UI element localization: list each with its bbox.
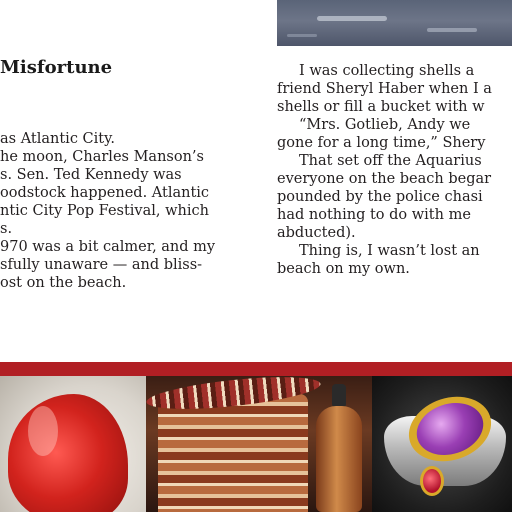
text-line: ntic City Pop Festival, which <box>0 203 209 219</box>
vase-shape <box>8 394 128 512</box>
text-line: gone for a long time,” Shery <box>277 135 486 151</box>
left-text-column <box>0 130 258 292</box>
text-line: he moon, Charles Manson’s <box>0 149 204 165</box>
grinder-knob <box>332 384 346 408</box>
text-line: “Mrs. Gotlieb, Andy we <box>299 117 471 133</box>
vase-highlight <box>28 406 58 456</box>
text-line: friend Sheryl Haber when I a <box>277 81 492 97</box>
red-vase-photo <box>0 376 146 512</box>
amethyst-ring-photo <box>372 376 512 512</box>
turned-wood-bowl-photo <box>146 376 372 512</box>
text-line: pounded by the police chasi <box>277 189 483 205</box>
text-line: 970 was a bit calmer, and my <box>0 239 216 255</box>
text-line: sfully unaware — and bliss- <box>0 257 203 273</box>
text-line: That set off the Aquarius <box>299 153 482 169</box>
right-text-column <box>277 62 512 278</box>
text-line: beach on my own. <box>277 261 410 277</box>
text-line: ost on the beach. <box>0 275 127 291</box>
text-line: oodstock happened. Atlantic <box>0 185 210 201</box>
text-line: shells or fill a bucket with w <box>277 99 485 115</box>
wave-highlight <box>427 28 477 32</box>
text-line: Thing is, I wasn’t lost an <box>299 243 480 259</box>
text-line: I was collecting shells a <box>299 63 475 79</box>
wood-bowl-shape <box>158 394 308 512</box>
text-line: everyone on the beach begar <box>277 171 492 187</box>
text-line: s. Sen. Ted Kennedy was <box>0 167 182 183</box>
text-line: had nothing to do with me <box>277 207 471 223</box>
top-seascape-photo <box>277 0 512 46</box>
article-heading: Misfortune <box>0 57 113 78</box>
text-line: s. <box>0 221 13 237</box>
wave-highlight <box>287 34 317 37</box>
wave-highlight <box>317 16 387 21</box>
ruby-accent-stone <box>420 466 444 496</box>
pepper-grinder-shape <box>316 406 362 512</box>
text-line: abducted). <box>277 225 356 241</box>
text-line: as Atlantic City. <box>0 131 115 147</box>
